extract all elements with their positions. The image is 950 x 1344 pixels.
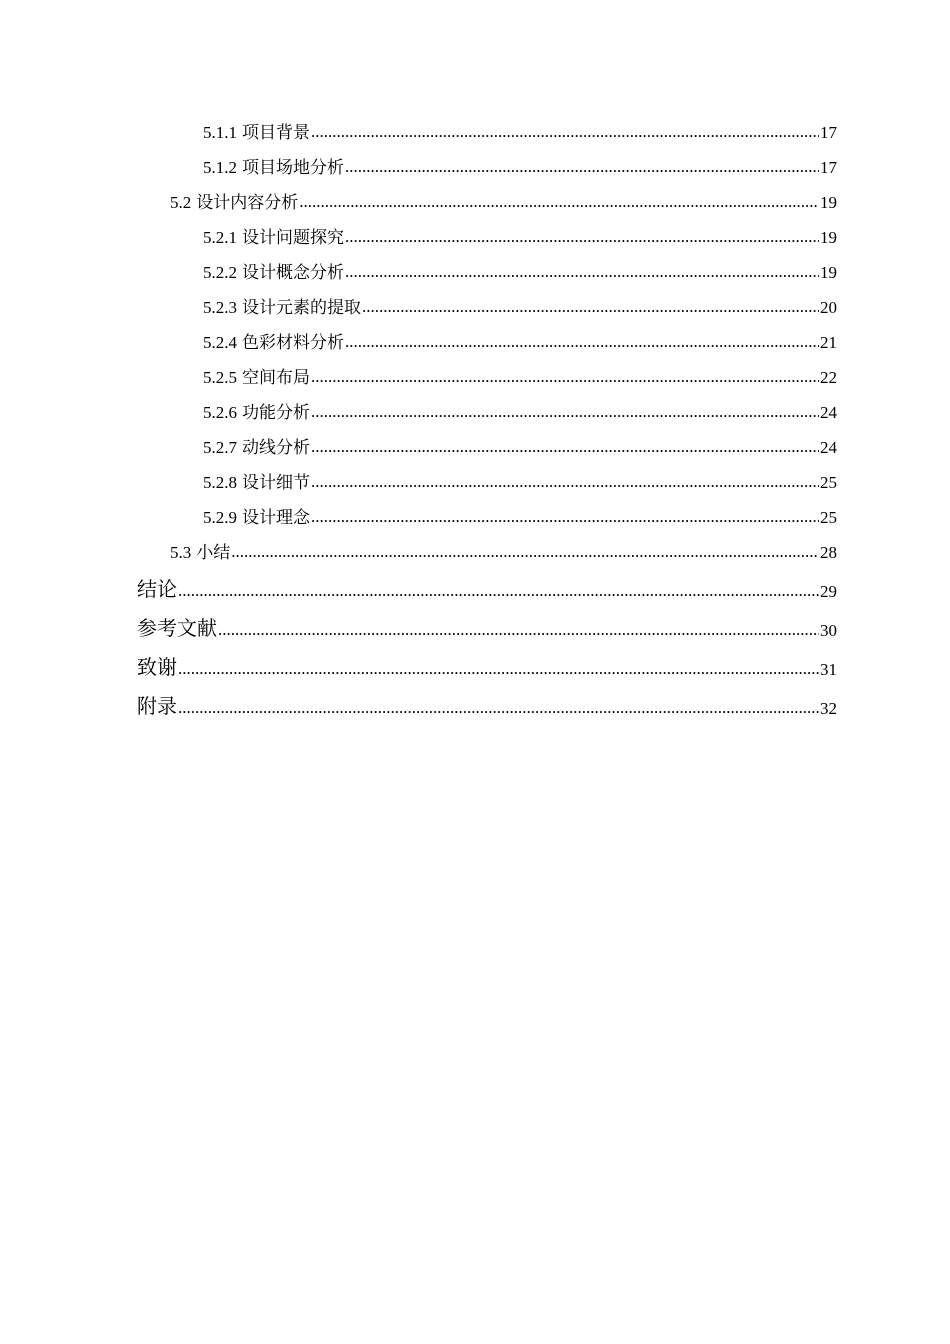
toc-dot-leader bbox=[345, 228, 819, 248]
toc-entry-title: 小结 bbox=[196, 543, 231, 562]
toc-entry[interactable] bbox=[137, 178, 837, 213]
toc-entry-page: 19 bbox=[820, 193, 837, 212]
toc-entry-title: 项目背景 bbox=[242, 123, 310, 142]
toc-entry-title: 附录 bbox=[137, 694, 177, 718]
toc-entry-page: 32 bbox=[820, 699, 837, 718]
toc-entry-title: 参考文献 bbox=[137, 616, 217, 640]
toc-entry[interactable] bbox=[137, 353, 837, 388]
toc-dot-leader bbox=[311, 403, 819, 423]
toc-entry-title: 空间布局 bbox=[242, 368, 310, 387]
toc-entry-title: 设计内容分析 bbox=[196, 193, 299, 212]
toc-dot-leader bbox=[231, 543, 819, 563]
toc-entry-page: 31 bbox=[820, 660, 837, 679]
toc-entry-title: 功能分析 bbox=[242, 403, 310, 422]
toc-entry-title: 结论 bbox=[137, 577, 177, 601]
toc-entry-page: 20 bbox=[820, 298, 837, 317]
toc-entry[interactable] bbox=[137, 248, 837, 283]
toc-entry-page: 29 bbox=[820, 582, 837, 601]
toc-entry-title: 项目场地分析 bbox=[242, 158, 344, 177]
toc-entry-number: 5.3 bbox=[170, 543, 192, 562]
toc-entry-number: 5.2.3 bbox=[203, 298, 237, 317]
toc-dot-leader bbox=[311, 368, 819, 388]
toc-entry-title: 设计细节 bbox=[242, 473, 310, 492]
toc-entry-title: 致谢 bbox=[137, 655, 177, 679]
toc-entry-number: 5.1.2 bbox=[203, 158, 237, 177]
toc-dot-leader bbox=[311, 508, 819, 528]
toc-entry-number: 5.2.6 bbox=[203, 403, 237, 422]
toc-entry[interactable] bbox=[137, 602, 837, 641]
toc-entry[interactable] bbox=[137, 563, 837, 602]
toc-entry[interactable] bbox=[137, 493, 837, 528]
toc-entry-number: 5.2.9 bbox=[203, 508, 237, 527]
toc-entry-number: 5.2.5 bbox=[203, 368, 237, 387]
toc-entry-page: 19 bbox=[820, 228, 837, 247]
toc-entry-number: 5.1.1 bbox=[203, 123, 237, 142]
toc-dot-leader bbox=[311, 438, 819, 458]
toc-dot-leader bbox=[178, 660, 819, 680]
toc-entry-page: 21 bbox=[820, 333, 837, 352]
toc-entry-page: 25 bbox=[820, 508, 837, 527]
toc-entry-number: 5.2.7 bbox=[203, 438, 237, 457]
toc-dot-leader bbox=[345, 333, 819, 353]
toc-dot-leader bbox=[178, 582, 819, 602]
toc-entry[interactable] bbox=[137, 423, 837, 458]
toc-entry[interactable] bbox=[137, 641, 837, 680]
toc-dot-leader bbox=[362, 298, 819, 318]
toc-entry-page: 24 bbox=[820, 403, 837, 422]
toc-dot-leader bbox=[311, 473, 819, 493]
toc-entry-title: 色彩材料分析 bbox=[242, 333, 344, 352]
toc-entry-title: 设计元素的提取 bbox=[242, 298, 361, 317]
toc-entry-page: 17 bbox=[820, 158, 837, 177]
toc-dot-leader bbox=[345, 263, 819, 283]
toc-entry-title: 动线分析 bbox=[242, 438, 310, 457]
toc-dot-leader bbox=[218, 621, 819, 641]
toc-entry-page: 19 bbox=[820, 263, 837, 282]
toc-entry[interactable] bbox=[137, 108, 837, 143]
toc-entry[interactable] bbox=[137, 680, 837, 719]
toc-entry-number: 5.2.2 bbox=[203, 263, 237, 282]
toc-dot-leader bbox=[178, 699, 819, 719]
toc-entry[interactable] bbox=[137, 458, 837, 493]
toc-entry-page: 17 bbox=[820, 123, 837, 142]
toc-entry[interactable] bbox=[137, 388, 837, 423]
toc-entry-page: 25 bbox=[820, 473, 837, 492]
toc-dot-leader bbox=[311, 123, 819, 143]
toc-entry[interactable] bbox=[137, 213, 837, 248]
toc-entry-number: 5.2.4 bbox=[203, 333, 237, 352]
toc-entry-page: 24 bbox=[820, 438, 837, 457]
toc-entry-number: 5.2.1 bbox=[203, 228, 237, 247]
toc-entry[interactable] bbox=[137, 528, 837, 563]
toc-entry-page: 28 bbox=[820, 543, 837, 562]
toc-entry-title: 设计问题探究 bbox=[242, 228, 344, 247]
toc-entry-page: 22 bbox=[820, 368, 837, 387]
toc-entry-number: 5.2 bbox=[170, 193, 192, 212]
toc-entry[interactable] bbox=[137, 318, 837, 353]
toc-dot-leader bbox=[345, 158, 819, 178]
toc-dot-leader bbox=[299, 193, 819, 213]
toc-entry[interactable] bbox=[137, 283, 837, 318]
table-of-contents bbox=[137, 108, 837, 719]
toc-entry-title: 设计概念分析 bbox=[242, 263, 344, 282]
toc-entry-page: 30 bbox=[820, 621, 837, 640]
toc-entry[interactable] bbox=[137, 143, 837, 178]
toc-entry-title: 设计理念 bbox=[242, 508, 310, 527]
toc-entry-number: 5.2.8 bbox=[203, 473, 237, 492]
